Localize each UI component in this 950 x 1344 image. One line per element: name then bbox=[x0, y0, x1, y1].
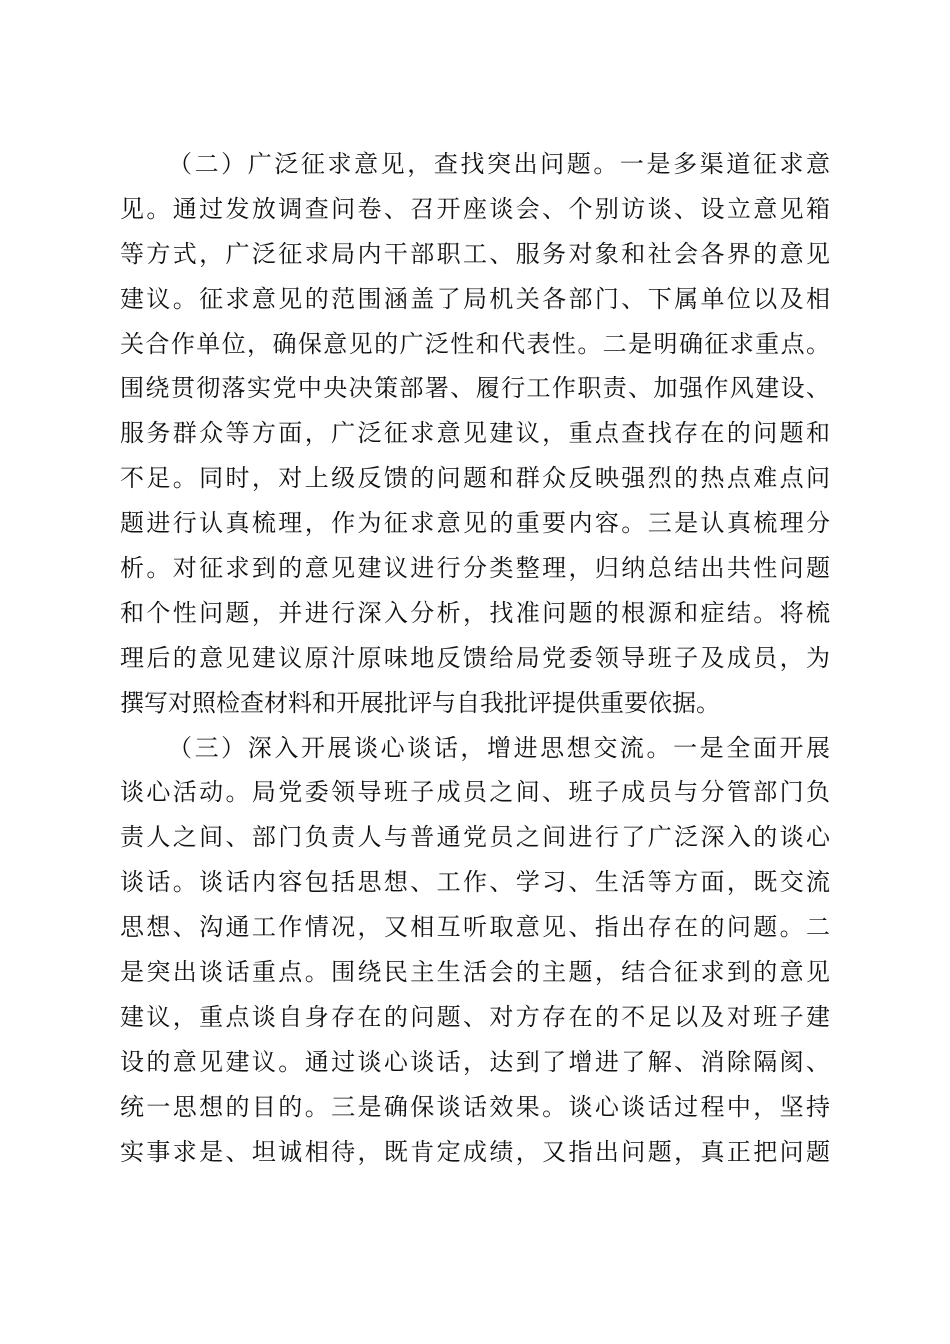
document-body bbox=[120, 142, 830, 1174]
paragraph-1-line-3: 等方式，广泛征求局内干部职工、服务对象和社会各界的意见 bbox=[120, 239, 830, 268]
paragraph-2-line-5: 思想、沟通工作情况，又相互听取意见、指出存在的问题。二 bbox=[120, 913, 830, 942]
paragraph-1-line-9: 题进行认真梳理，作为征求意见的重要内容。三是认真梳理分 bbox=[120, 509, 830, 538]
paragraph-2-line-1: （三）深入开展谈心谈话，增进思想交流。一是全面开展 bbox=[168, 733, 830, 762]
paragraph-2-line-10: 实事求是、坦诚相待，既肯定成绩，又指出问题，真正把问题 bbox=[120, 1137, 830, 1166]
paragraph-2-line-2: 谈心活动。局党委领导班子成员之间、班子成员与分管部门负 bbox=[120, 778, 830, 807]
paragraph-1-line-5: 关合作单位，确保意见的广泛性和代表性。二是明确征求重点。 bbox=[120, 329, 830, 358]
paragraph-1-line-6: 围绕贯彻落实党中央决策部署、履行工作职责、加强作风建设、 bbox=[120, 374, 830, 403]
paragraph-1-line-12: 理后的意见建议原汁原味地反馈给局党委领导班子及成员，为 bbox=[120, 643, 830, 672]
paragraph-2-line-8: 设的意见建议。通过谈心谈话，达到了增进了解、消除隔阂、 bbox=[120, 1047, 830, 1076]
paragraph-2-line-6: 是突出谈话重点。围绕民主生活会的主题，结合征求到的意见 bbox=[120, 958, 830, 987]
paragraph-1-line-11: 和个性问题，并进行深入分析，找准问题的根源和症结。将梳 bbox=[120, 598, 830, 627]
paragraph-1-line-4: 建议。征求意见的范围涵盖了局机关各部门、下属单位以及相 bbox=[120, 284, 830, 313]
paragraph-2-line-3: 责人之间、部门负责人与普通党员之间进行了广泛深入的谈心 bbox=[120, 823, 830, 852]
paragraph-1-line-8: 不足。同时，对上级反馈的问题和群众反映强烈的热点难点问 bbox=[120, 464, 830, 493]
paragraph-2-line-9: 统一思想的目的。三是确保谈话效果。谈心谈话过程中，坚持 bbox=[120, 1092, 830, 1121]
paragraph-1-line-2: 见。通过发放调查问卷、召开座谈会、个别访谈、设立意见箱 bbox=[120, 194, 830, 223]
paragraph-1-line-1: （二）广泛征求意见，查找突出问题。一是多渠道征求意 bbox=[168, 150, 830, 178]
paragraph-1-line-7: 服务群众等方面，广泛征求意见建议，重点查找存在的问题和 bbox=[120, 419, 830, 448]
paragraph-2-line-7: 建议，重点谈自身存在的问题、对方存在的不足以及对班子建 bbox=[120, 1002, 830, 1031]
paragraph-1-line-10: 析。对征求到的意见建议进行分类整理，归纳总结出共性问题 bbox=[120, 554, 830, 583]
paragraph-2-line-4: 谈话。谈话内容包括思想、工作、学习、生活等方面，既交流 bbox=[120, 868, 830, 897]
paragraph-1-line-13: 撰写对照检查材料和开展批评与自我批评提供重要依据。 bbox=[120, 688, 720, 717]
